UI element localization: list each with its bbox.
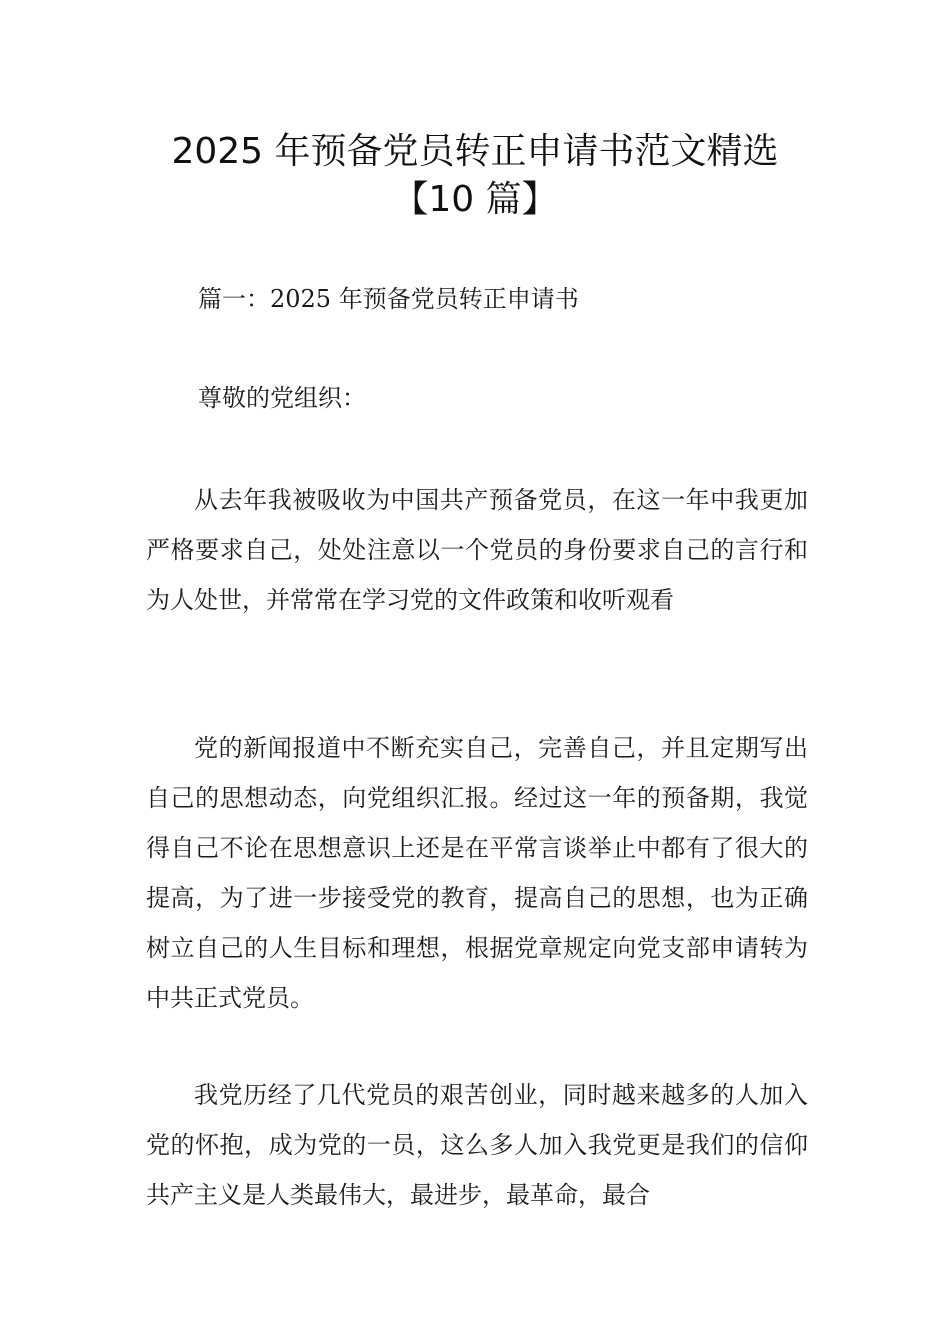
document-title: 2025 年预备党员转正申请书范文精选【10 篇】 bbox=[171, 131, 779, 220]
body-paragraph: 从去年我被吸收为中国共产预备党员，在这一年中我更加严格要求自己，处处注意以一个党员的身份要求自己的言行和为人处世，并常常在学习党的文件政策和收听观看 bbox=[146, 486, 808, 614]
salutation: 尊敬的党组织： bbox=[198, 384, 366, 412]
section-heading: 篇一：2025 年预备党员转正申请书 bbox=[198, 285, 579, 313]
body-paragraph: 党的新闻报道中不断充实自己，完善自己，并且定期写出自己的思想动态，向党组织汇报。经过这一年的预备期，我觉得自己不论在思想意识上还是在平常言谈举止中都有了很大的提高，为了进一步接受党的教育，提高自己的思想，也为正确树立自己的人生目标和理想，根据党章规定向党支部申请转为中共正式党员。 bbox=[146, 734, 808, 1012]
body-paragraph: 我党历经了几代党员的艰苦创业，同时越来越多的人加入党的怀抱，成为党的一员，这么多人加入我党更是我们的信仰共产主义是人类最伟大，最进步，最革命，最合 bbox=[146, 1081, 808, 1209]
